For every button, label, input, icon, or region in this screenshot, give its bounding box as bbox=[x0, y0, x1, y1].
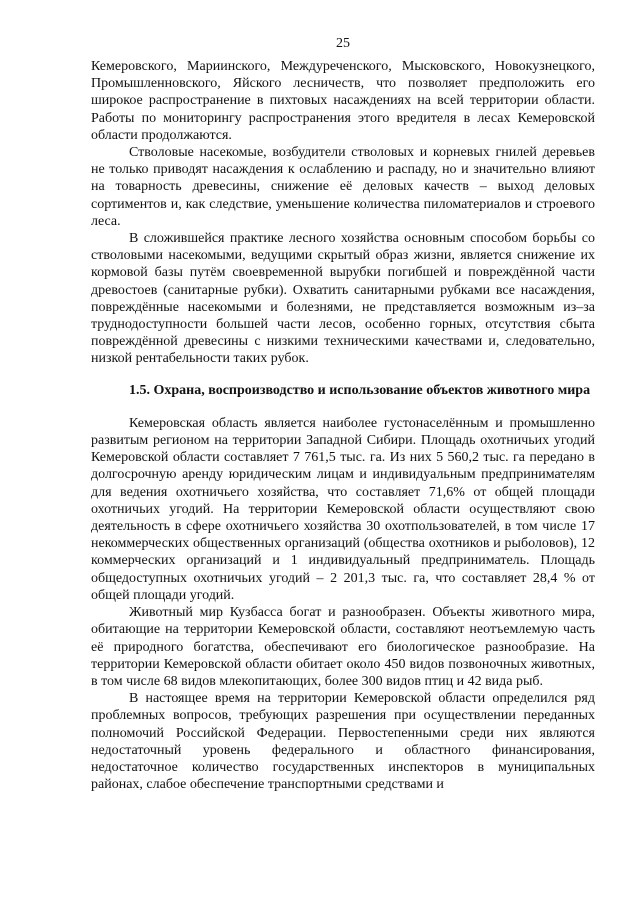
paragraph-hunting-grounds: Кемеровская область является наиболее густонаселённым и промышленно развитым регионом на территории Западной Сибири. Площадь охотничьих угодий Кемеровской области составляет 7 761,5 тыс. га. Из них 5 560,2 тыс. га передано в долгосрочную аренду юридическим лицам и индивидуальным предпринимателям для ведения охотничьего хозяйства, что составляет 71,6% от общей площади охотничьих угодий. На территории Кемеровской области осуществляют свою деятельность в сфере охотничьего хозяйства 30 охотпользователей, в том числе 17 некоммерческих общественных организаций (общества охотников и рыболовов), 12 коммерческих организаций и 1 индивидуальный предприниматель. Площадь общедоступных охотничьих угодий – 2 201,3 тыс. га, что составляет 28,4 % от общей площади угодий. bbox=[91, 415, 595, 603]
document-page bbox=[91, 36, 595, 793]
heading-spacer bbox=[91, 399, 595, 415]
paragraph-lesnichestva: Кемеровского, Мариинского, Междуреченского, Мысковского, Новокузнецкого, Промышленновского, Яйского лесничеств, что позволяет предположить его широкое распространение в пихтовых насаждениях на всей территории области. Работы по мониторингу распространения этого вредителя в лесах Кемеровской области продолжаются. bbox=[91, 59, 595, 143]
paragraph-problems: В настоящее время на территории Кемеровской области определился ряд проблемных вопросов, требующих разрешения при осуществлении переданных полномочий Российской Федерации. Первостепенными среди них являются недостаточный уровень федерального и областного финансирования, недостаточное количество государственных инспекторов в муниципальных районах, слабое обеспечение транспортными средствами и bbox=[91, 691, 595, 793]
paragraph-sanitary-felling: В сложившейся практике лесного хозяйства основным способом борьбы со стволовыми насекомыми, ведущими скрытый образ жизни, является снижение их кормовой базы путём своевременной вырубки погибшей и повреждённой части древостоев (санитарные рубки). Охватить санитарными рубками все насаждения, повреждённые насекомыми и болезнями, не представляется возможным из–за труднодоступности большей части лесов, особенно горных, отсутствия сбыта повреждённой древесины с низкими техническими качествами и, следовательно, низкой рентабельности таких рубок. bbox=[91, 231, 595, 367]
section-heading: 1.5. Охрана, воспроизводство и использование объектов животного мира bbox=[129, 382, 591, 398]
paragraph-fauna: Животный мир Кузбасса богат и разнообразен. Объекты животного мира, обитающие на территории Кемеровской области, составляют неотъемлемую часть её природного богатства, обеспечивают его биологическое разнообразие. На территории Кемеровской области обитает около 450 видов позвоночных животных, в том числе 68 видов млекопитающих, более 300 видов птиц и 42 вида рыб. bbox=[91, 605, 595, 689]
paragraph-stem-insects: Стволовые насекомые, возбудители стволовых и корневых гнилей деревьев не только приводят насаждения к ослаблению и распаду, но и значительно влияют на товарность древесины, снижение её деловых качеств – выход деловых сортиментов и, как следствие, уменьшение количества пиломатериалов и строевого леса. bbox=[91, 145, 595, 229]
page-number: 25 bbox=[336, 36, 350, 51]
